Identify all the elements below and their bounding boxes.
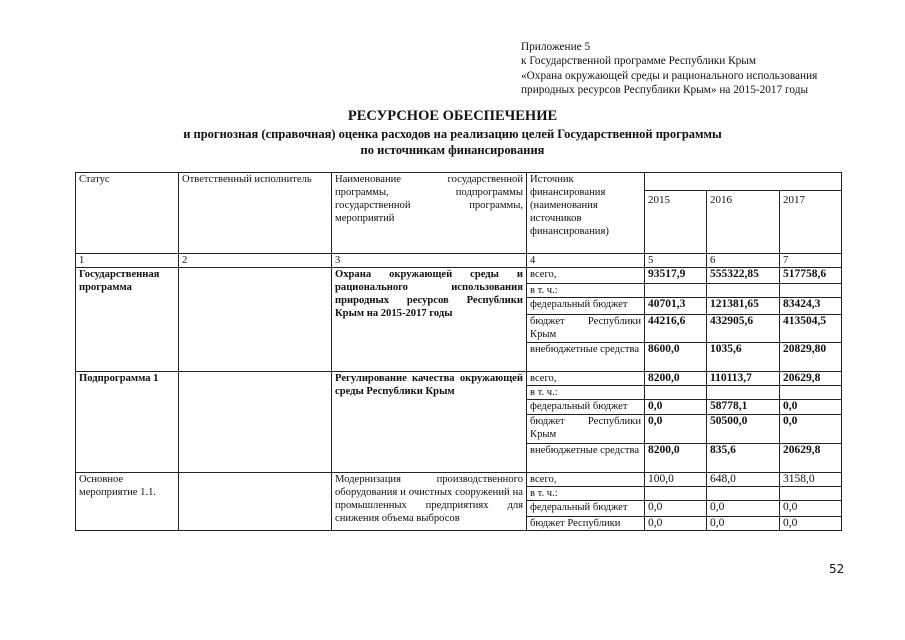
status-cell: Основное мероприятие 1.1.: [76, 473, 179, 531]
value-cell: 0,0: [645, 501, 707, 517]
value-cell: 20629,8: [780, 372, 842, 386]
document-subtitle: [0, 126, 905, 158]
source-cell: внебюджетные средства: [527, 343, 645, 372]
annex-note: [521, 40, 817, 98]
value-cell: 40701,3: [645, 298, 707, 315]
executor-cell: [179, 268, 332, 372]
column-number: 2: [179, 254, 332, 268]
annex-line: Приложение 5: [521, 41, 591, 53]
header-year-2015: 2015: [645, 191, 707, 254]
value-cell: 83424,3: [780, 298, 842, 315]
value-cell: 8200,0: [645, 444, 707, 473]
source-cell: внебюджетные средства: [527, 444, 645, 473]
value-cell: 93517,9: [645, 268, 707, 284]
name-cell: Модернизация производственного оборудования и очистных сооружений на промышленных предприятиях для снижения объема выбросов: [332, 473, 527, 531]
value-cell: 555322,85: [707, 268, 780, 284]
header-row: [76, 173, 842, 191]
value-cell: 3158,0: [780, 473, 842, 487]
value-cell: 432905,6: [707, 315, 780, 343]
value-cell: [645, 386, 707, 400]
column-number: 5: [645, 254, 707, 268]
value-cell: 0,0: [780, 517, 842, 531]
value-cell: 413504,5: [780, 315, 842, 343]
executor-cell: [179, 473, 332, 531]
table-row: [76, 268, 842, 284]
source-cell: в т. ч.:: [527, 284, 645, 298]
value-cell: [780, 284, 842, 298]
source-cell: бюджет Республики: [527, 517, 645, 531]
value-cell: 44216,6: [645, 315, 707, 343]
name-cell: Регулирование качества окружающей среды Республики Крым: [332, 372, 527, 473]
value-cell: 8200,0: [645, 372, 707, 386]
value-cell: 110113,7: [707, 372, 780, 386]
header-year-2016: 2016: [707, 191, 780, 254]
source-cell: всего,: [527, 372, 645, 386]
status-cell: Подпрограмма 1: [76, 372, 179, 473]
column-number: 4: [527, 254, 645, 268]
value-cell: 0,0: [645, 517, 707, 531]
source-cell: бюджет Республики Крым: [527, 315, 645, 343]
value-cell: [780, 386, 842, 400]
value-cell: 648,0: [707, 473, 780, 487]
value-cell: [645, 487, 707, 501]
subtitle-line: и прогнозная (справочная) оценка расходов на реализацию целей Государственной программы: [183, 127, 722, 141]
header-status: Статус: [76, 173, 179, 254]
column-number: 3: [332, 254, 527, 268]
column-number: 7: [780, 254, 842, 268]
status-cell: Государственная программа: [76, 268, 179, 372]
value-cell: 0,0: [707, 501, 780, 517]
value-cell: [707, 386, 780, 400]
annex-line: к Государственной программе Республики Крым: [521, 55, 757, 68]
subtitle-line: по источникам финансирования: [360, 143, 545, 157]
source-cell: в т. ч.:: [527, 487, 645, 501]
value-cell: 0,0: [707, 517, 780, 531]
value-cell: 0,0: [780, 400, 842, 415]
value-cell: 20829,80: [780, 343, 842, 372]
value-cell: 1035,6: [707, 343, 780, 372]
column-number: 6: [707, 254, 780, 268]
table-row: [76, 473, 842, 487]
value-cell: 58778,1: [707, 400, 780, 415]
header-executor: Ответственный исполнитель: [179, 173, 332, 254]
source-cell: в т. ч.:: [527, 386, 645, 400]
source-cell: федеральный бюджет: [527, 501, 645, 517]
value-cell: 835,6: [707, 444, 780, 473]
page-number: 52: [829, 562, 845, 576]
value-cell: [645, 284, 707, 298]
source-cell: бюджет Республики Крым: [527, 415, 645, 444]
table-row: [76, 372, 842, 386]
value-cell: 0,0: [645, 400, 707, 415]
resource-table: [75, 172, 842, 531]
source-cell: всего,: [527, 473, 645, 487]
column-number-row: [76, 254, 842, 268]
value-cell: 50500,0: [707, 415, 780, 444]
value-cell: [780, 487, 842, 501]
source-cell: федеральный бюджет: [527, 400, 645, 415]
name-cell: Охрана окружающей среды и рационального использования природных ресурсов Республики Крым на 2015-2017 годы: [332, 268, 527, 372]
header-name: Наименование государственной программы, подпрограммы государственной программы, мероприятий: [332, 173, 527, 254]
value-cell: 100,0: [645, 473, 707, 487]
header-year-2017: 2017: [780, 191, 842, 254]
value-cell: 121381,65: [707, 298, 780, 315]
annex-line: «Охрана окружающей среды и рационального использования: [521, 69, 818, 82]
value-cell: 517758,6: [780, 268, 842, 284]
value-cell: [707, 487, 780, 501]
header-years-group: [645, 173, 842, 191]
executor-cell: [179, 372, 332, 473]
source-cell: всего,: [527, 268, 645, 284]
value-cell: [707, 284, 780, 298]
value-cell: 8600,0: [645, 343, 707, 372]
column-number: 1: [76, 254, 179, 268]
value-cell: 20629,8: [780, 444, 842, 473]
value-cell: 0,0: [645, 415, 707, 444]
annex-line: природных ресурсов Республики Крым» на 2015-2017 годы: [521, 84, 809, 97]
document-title: РЕСУРСНОЕ ОБЕСПЕЧЕНИЕ: [347, 108, 558, 124]
source-cell: федеральный бюджет: [527, 298, 645, 315]
header-source: Источник финансирования (наименования источников финансирования): [527, 173, 645, 254]
value-cell: 0,0: [780, 501, 842, 517]
value-cell: 0,0: [780, 415, 842, 444]
